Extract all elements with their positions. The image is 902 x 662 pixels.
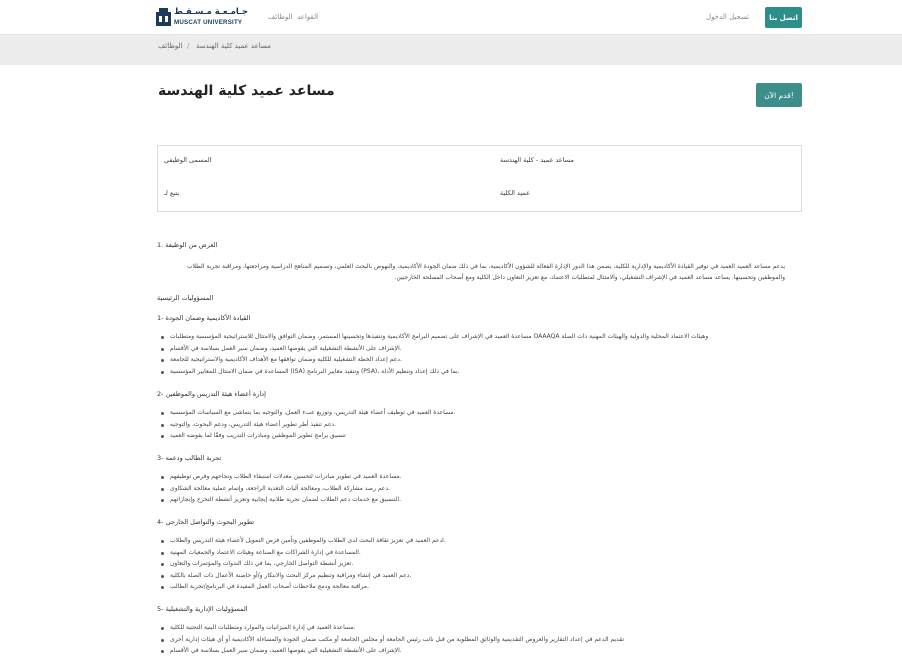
list-item: ادعم العميد في تعزيز ثقافة البحث لدى الطلاب والموظفين وتأمين فرص التمويل لأعضاء هيئة التدريس والطلاب. <box>158 537 446 549</box>
section-4-list <box>158 537 446 595</box>
logo-arabic-text: جـامـعـة مـسـقـط <box>174 7 249 17</box>
list-item: المساعدة في ضمان الامتثال للمعايير المؤسسية (ISA) وتنفيذ معايير البرنامج (PSA)، بما في ذلك إعداد وتنظيم الأدلة. <box>158 368 708 380</box>
login-link[interactable]: تسجيل الدخول <box>706 13 750 21</box>
reports-to-label: يتبع لـ <box>164 189 180 197</box>
nav-rules-link[interactable]: القواعد <box>297 13 319 21</box>
purpose-paragraph-line-1: يدعم مساعد العميد العميد في توفير القيادة الأكاديمية والإدارية للكلية، يضمن هذا الدور الإدارة الفعالة للشؤون الأكاديمية، بما في ذلك ضمان الجودة الأكاديمية، والنهوض بالبحث العلمي، وتصميم المناهج الدراسية ومراجعتها، ومراقبة تجربة الطلاب <box>186 263 785 270</box>
section-3-list <box>158 473 402 508</box>
section-3-heading: 3- تجربة الطالب ودعمه <box>157 454 222 462</box>
list-item: الإشراف على الأنشطة التشغيلية التي يفوضها العميد، وضمان سير العمل بسلاسة في الأقسام. <box>158 647 624 659</box>
university-logo[interactable] <box>156 7 254 29</box>
section-2-list <box>158 409 456 444</box>
list-item: التنسيق مع خدمات دعم الطلاب لضمان تجربة طلابية إيجابية وتعزيز أنشطة التخرج وإنجازاتهم. <box>158 496 402 508</box>
breadcrumb-band <box>0 35 902 65</box>
page-title: مساعد عميد كلية الهندسة <box>158 83 335 99</box>
list-item: مساعدة العميد في الإشراف على تصميم البرامج الأكاديمية وتنفيذها وتحسينها المستمر، وضمان التوافق والامتثال للاستراتيجية المؤسسية ومتطلبات OAAAQA وهيئات الاعتماد المحلية والدولية والهيئات المهنية ذات الصلة <box>158 333 708 345</box>
section-5-heading: 5- المسؤوليات الإدارية والتشغيلية <box>157 605 248 613</box>
job-info-table <box>157 145 802 212</box>
list-item: دعم إعداد الخطة التشغيلية للكلية وضمان توافقها مع الأهداف الأكاديمية والاستراتيجية للجامعة. <box>158 356 708 368</box>
purpose-heading: 1. الغرض من الوظيفة <box>157 241 218 249</box>
section-2-heading: 2- إدارة أعضاء هيئة التدريس والموظفين <box>157 390 266 398</box>
list-item: الإشراف على الأنشطة التشغيلية التي يفوضها العميد، وضمان سير العمل بسلاسة في الأقسام. <box>158 345 708 357</box>
job-title-label: المسمى الوظيفي <box>164 156 212 164</box>
list-item: مساعدة العميد في توظيف أعضاء هيئة التدريس، وتوزيع عبء العمل، والتوجيه بما يتماشى مع السياسات المؤسسية. <box>158 409 456 421</box>
purpose-paragraph-line-2: والموظفين وتحسينها. يساعد مساعد العميد في الإشراف التشغيلي، والامتثال لمتطلبات الاعتماد، مع تعزيز التعاون داخل الكلية ومع أصحاب المصلحة الخارجيين. <box>394 274 785 281</box>
job-title-value: مساعد عميد - كلية الهندسة <box>500 156 574 164</box>
breadcrumb-current: مساعد عميد كلية الهندسة <box>196 42 271 50</box>
logo-english-text: MUSCAT UNIVERSITY <box>174 19 243 26</box>
list-item: مراقبة معالجة ودمج ملاحظات أصحاب العمل المفيدة في البرنامج/تجربة الطالب. <box>158 583 446 595</box>
section-1-heading: 1- القيادة الأكاديمية وضمان الجودة <box>157 314 251 322</box>
list-item: تنسيق برامج تطوير الموظفين ومبادرات التدريب وفقًا لما يفوضه العميد <box>158 432 456 444</box>
section-1-list <box>158 333 708 379</box>
contact-button[interactable]: اتصل بنا <box>765 7 802 28</box>
main-responsibilities-heading: المسؤوليات الرئيسية <box>157 294 214 302</box>
list-item: تعزيز أنشطة التواصل الخارجي، بما في ذلك الندوات والمؤتمرات والتعاون. <box>158 560 446 572</box>
reports-to-value: عميد الكلية <box>500 189 531 197</box>
breadcrumb-separator: / <box>187 42 190 50</box>
apply-now-button[interactable]: قدم الآن! <box>756 83 802 107</box>
list-item: دعم تنفيذ أطر تطوير أعضاء هيئة التدريس، ودعم البحوث، والتوجيه. <box>158 421 456 433</box>
breadcrumb-jobs-link[interactable]: الوظائف <box>158 42 183 50</box>
list-item: مساعدة العميد في تطوير مبادرات لتحسين معدلات استبقاء الطلاب ونجاحهم وفرص توظيفهم. <box>158 473 402 485</box>
nav-jobs-link[interactable]: الوظائف <box>268 13 293 21</box>
list-item: دعم رصد مشاركة الطلاب، ومعالجة آليات التغذية الراجعة، وإتمام عملية معالجة الشكاوى. <box>158 485 402 497</box>
top-navbar <box>0 0 902 35</box>
list-item: المساعدة في إدارة الشراكات مع الصناعة وهيئات الاعتماد والجمعيات المهنية. <box>158 549 446 561</box>
list-item: تقديم الدعم في إعداد التقارير والعروض التقديمية والوثائق المطلوبة من قبل نائب رئيس الجامعة أو مجلس الجامعة أو مكتب ضمان الجودة والمساءلة الأكاديمية أو أي هيئات إدارية أخرى <box>158 636 624 648</box>
list-item: مساعدة العميد في إدارة الميزانيات والموارد ومتطلبات البنية التحتية للكلية. <box>158 624 624 636</box>
list-item: دعم العميد في إنشاء ومراقبة وتنظيم مركز البحث والابتكار و/أو حاضنة الأعمال ذات الصلة بالكلية. <box>158 572 446 584</box>
section-4-heading: 4- تطوير البحوث والتواصل الخارجي <box>157 518 255 526</box>
section-5-list <box>158 624 624 659</box>
logo-emblem-icon <box>156 8 171 26</box>
